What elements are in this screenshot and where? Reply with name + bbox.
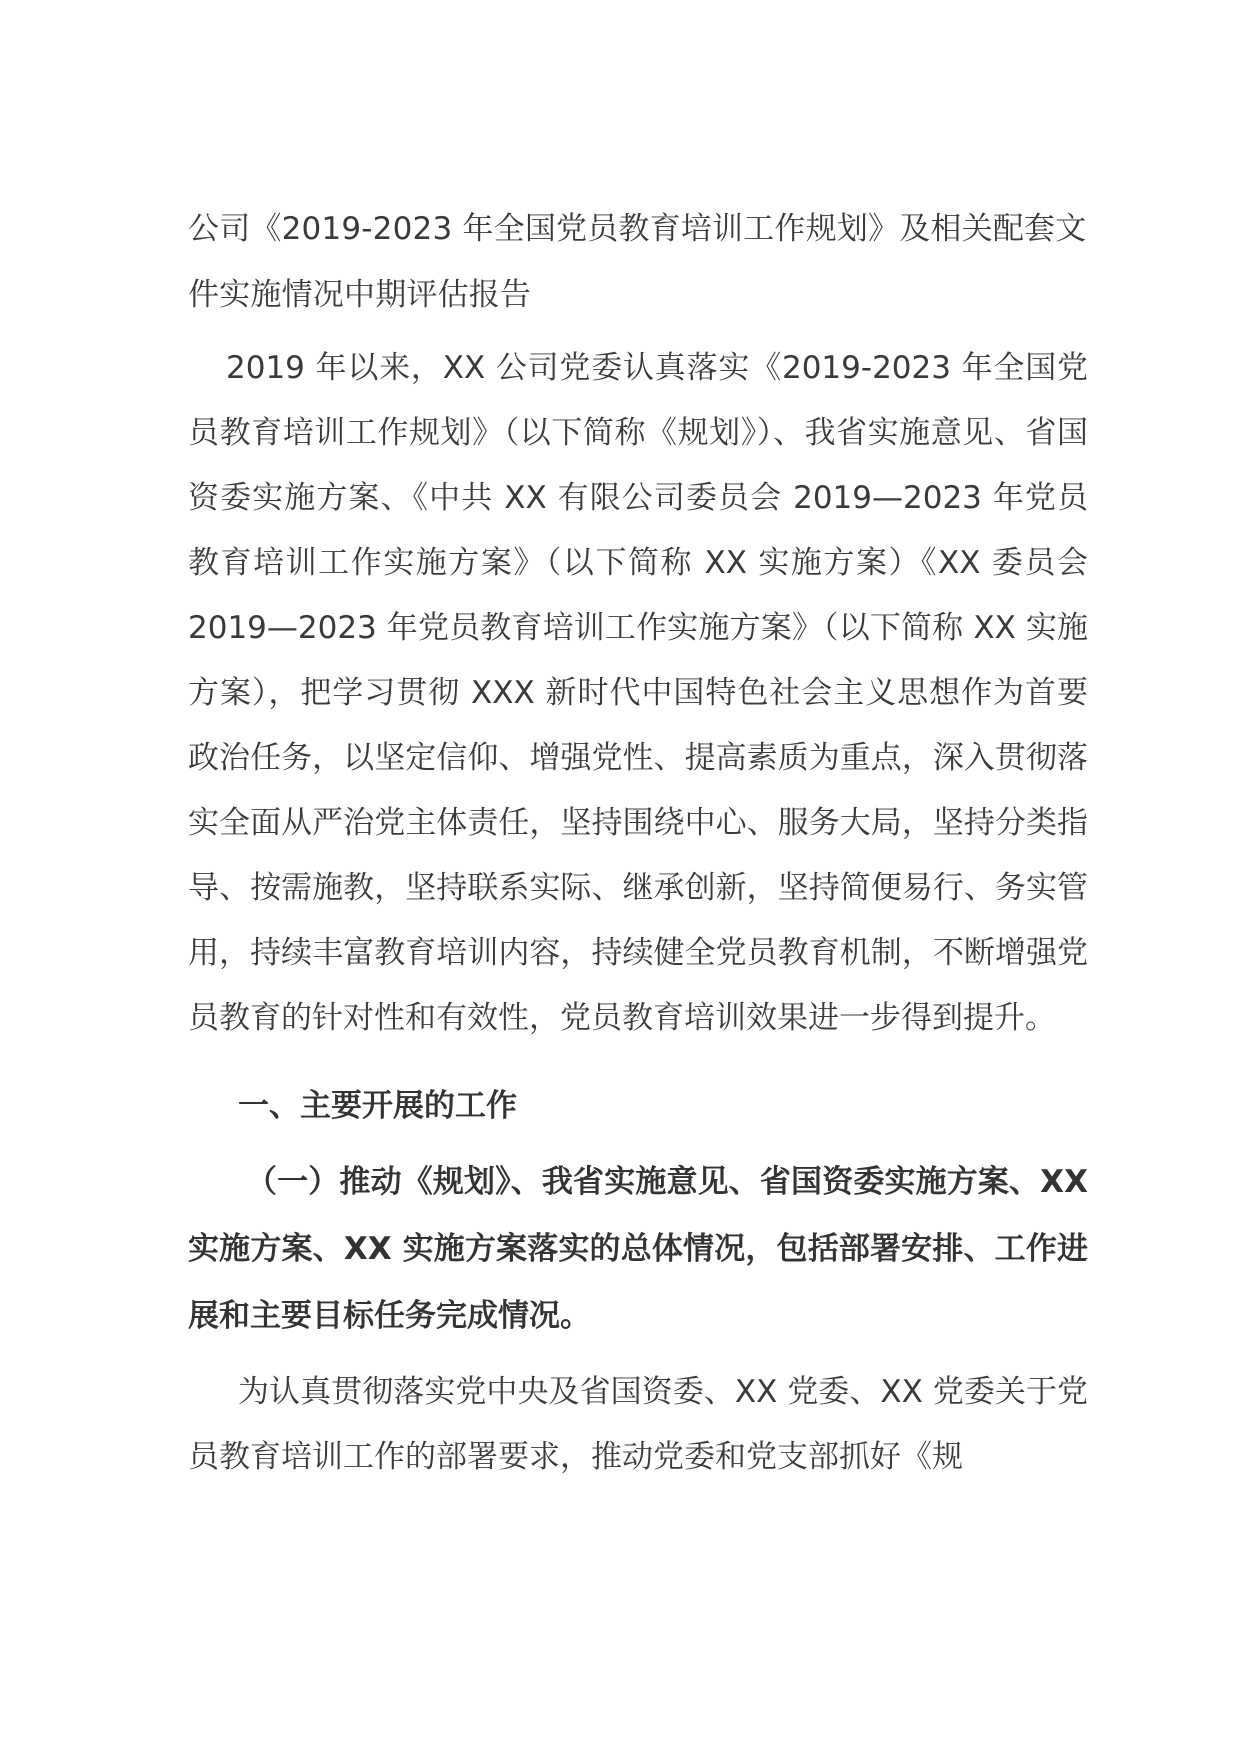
subsection-paragraph-1: 为认真贯彻落实党中央及省国资委、XX 党委、XX 党委关于党员教育培训工作的部署要求，推动党委和党支部抓好《规 <box>188 1374 1088 1475</box>
document-title: 公司《2019-2023 年全国党员教育培训工作规划》及相关配套文件实施情况中期评估报告 <box>188 211 1087 313</box>
subsection-heading-1: （一）推动《规划》、我省实施意见、省国资委实施方案、XX 实施方案、XX 实施方案落实的总体情况，包括部署安排、工作进展和主要目标任务完成情况。 <box>188 1164 1088 1334</box>
intro-paragraph: 2019 年以来，XX 公司党委认真落实《2019-2023 年全国党员教育培训工作规划》（以下简称《规划》）、我省实施意见、省国资委实施方案、《中共 XX 有限公司委员会 2019—2023 年党员教育培训工作实施方案》（以下简称 XX 实施方案）《XX 委员会 2019—2023 年党员教育培训工作实施方案》（以下简称 XX 实施方案），把学习贯彻 XXX 新时代中国特色社会主义思想作为首要政治任务，以坚定信仰、增强党性、提高素质为重点，深入贯彻落实全面从严治党主体责任，坚持围绕中心、服务大局，坚持分类指导、按需施教，坚持联系实际、继承创新，坚持简便易行、务实管用，持续丰富教育培训内容，持续健全党员教育机制，不断增强党员教育的针对性和有效性，党员教育培训效果进一步得到提升。 <box>188 350 1088 1036</box>
section-heading-1: 一、主要开展的工作 <box>238 1088 517 1124</box>
document-body <box>188 196 1088 1490</box>
